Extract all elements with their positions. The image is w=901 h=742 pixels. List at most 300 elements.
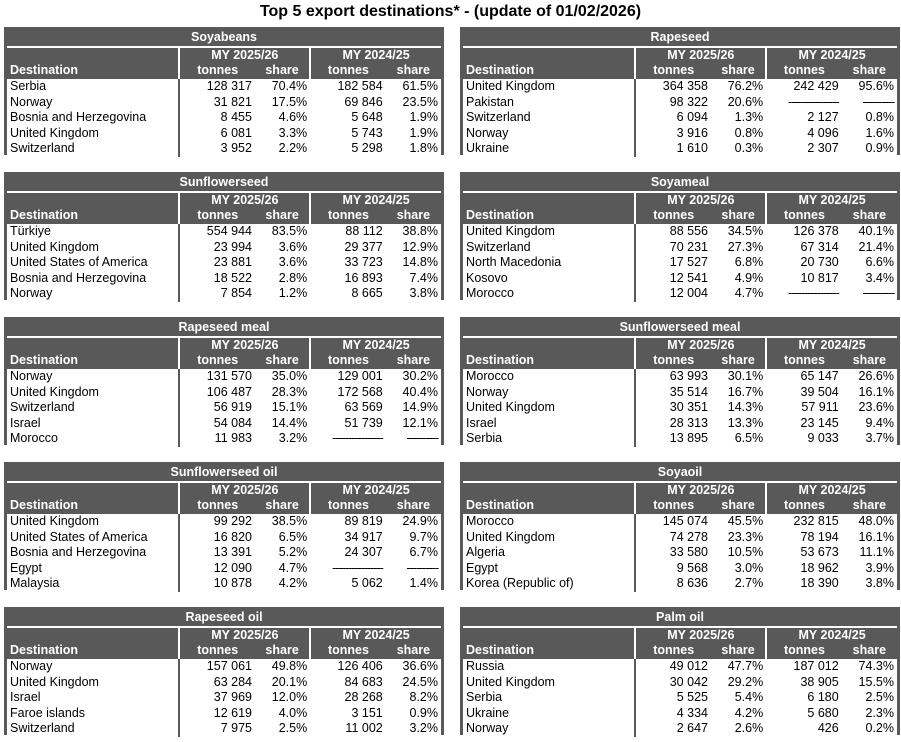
share-previous-cell: 1.9%: [386, 126, 441, 142]
tonnes-current-cell: 3 916: [635, 126, 711, 142]
tonnes-current-cell: 33 580: [635, 545, 711, 561]
export-table: [463, 30, 897, 157]
share-previous-cell: ----------: [842, 286, 897, 302]
product-title: Sunflowerseed meal: [463, 320, 897, 337]
share-header: share: [842, 63, 897, 79]
destination-cell: Switzerland: [7, 721, 179, 737]
tonnes-previous-cell: 18 390: [766, 576, 842, 592]
tonnes-previous-cell: 24 307: [310, 545, 386, 561]
destination-cell: United Kingdom: [7, 239, 179, 255]
share-previous-cell: 16.1%: [842, 529, 897, 545]
share-previous-cell: 40.4%: [386, 384, 441, 400]
tonnes-previous-cell: 28 268: [310, 690, 386, 706]
tonnes-header: tonnes: [766, 63, 842, 79]
tonnes-current-cell: 4 334: [635, 706, 711, 722]
tonnes-current-cell: 18 522: [179, 271, 255, 287]
share-current-cell: 2.6%: [711, 721, 766, 737]
tonnes-header: tonnes: [635, 208, 711, 224]
share-previous-cell: 2.3%: [842, 706, 897, 722]
my-previous-header: MY 2024/25: [766, 627, 897, 644]
share-previous-cell: ----------: [386, 431, 441, 447]
share-current-cell: 3.6%: [255, 239, 310, 255]
tonnes-current-cell: 157 061: [179, 659, 255, 675]
empty-header-cell: [7, 47, 179, 64]
share-previous-cell: ----------: [386, 561, 441, 577]
share-current-cell: 4.7%: [255, 561, 310, 577]
tonnes-current-cell: 9 568: [635, 561, 711, 577]
tonnes-current-cell: 13 895: [635, 431, 711, 447]
tonnes-current-cell: 5 525: [635, 690, 711, 706]
share-current-cell: 15.1%: [255, 400, 310, 416]
table-row: [7, 659, 441, 675]
tonnes-current-cell: 3 952: [179, 141, 255, 157]
product-title: Sunflowerseed: [7, 175, 441, 192]
table-row: [7, 79, 441, 95]
share-current-cell: 10.5%: [711, 545, 766, 561]
tonnes-header: tonnes: [310, 353, 386, 369]
share-header: share: [255, 643, 310, 659]
tonnes-previous-cell: 182 584: [310, 79, 386, 95]
destination-header: Destination: [463, 353, 635, 369]
tonnes-current-cell: 12 004: [635, 286, 711, 302]
export-table: [7, 320, 441, 447]
destination-cell: Switzerland: [7, 141, 179, 157]
table-row: [463, 94, 897, 110]
share-current-cell: 6.5%: [255, 529, 310, 545]
destination-cell: United Kingdom: [7, 384, 179, 400]
share-previous-cell: 3.9%: [842, 561, 897, 577]
tonnes-previous-cell: 126 406: [310, 659, 386, 675]
destination-cell: Russia: [463, 659, 635, 675]
tonnes-current-cell: 88 556: [635, 224, 711, 240]
empty-header-cell: [463, 192, 635, 209]
share-current-cell: 4.2%: [711, 706, 766, 722]
destination-cell: Kosovo: [463, 271, 635, 287]
tonnes-current-cell: 28 313: [635, 416, 711, 432]
share-previous-cell: 9.4%: [842, 416, 897, 432]
export-table: [463, 465, 897, 592]
destination-cell: Norway: [7, 286, 179, 302]
tonnes-previous-cell: 69 846: [310, 94, 386, 110]
tonnes-header: tonnes: [635, 63, 711, 79]
share-current-cell: 3.0%: [711, 561, 766, 577]
tonnes-previous-cell: 67 314: [766, 239, 842, 255]
table-row: [463, 79, 897, 95]
panel-rapeseed-oil: [4, 607, 444, 735]
share-previous-cell: 16.1%: [842, 384, 897, 400]
empty-header-cell: [463, 482, 635, 499]
table-row: [7, 529, 441, 545]
panel-soyaoil: [460, 462, 900, 590]
share-previous-cell: 9.7%: [386, 529, 441, 545]
destination-header: Destination: [463, 643, 635, 659]
share-current-cell: 2.7%: [711, 576, 766, 592]
destination-cell: Switzerland: [463, 239, 635, 255]
table-row: [7, 561, 441, 577]
share-current-cell: 20.6%: [711, 94, 766, 110]
my-previous-header: MY 2024/25: [310, 337, 441, 354]
share-current-cell: 2.5%: [255, 721, 310, 737]
table-row: [463, 271, 897, 287]
product-title: Palm oil: [463, 610, 897, 627]
share-current-cell: 35.0%: [255, 369, 310, 385]
tonnes-previous-cell: 10 817: [766, 271, 842, 287]
tonnes-current-cell: 2 647: [635, 721, 711, 737]
destination-cell: Switzerland: [463, 110, 635, 126]
share-current-cell: 3.3%: [255, 126, 310, 142]
destination-cell: Norway: [7, 94, 179, 110]
share-previous-cell: 23.6%: [842, 400, 897, 416]
destination-cell: Norway: [463, 384, 635, 400]
share-previous-cell: 7.4%: [386, 271, 441, 287]
tonnes-previous-cell: 89 819: [310, 514, 386, 530]
share-previous-cell: 3.8%: [842, 576, 897, 592]
share-current-cell: 6.5%: [711, 431, 766, 447]
table-row: [7, 94, 441, 110]
table-row: [7, 384, 441, 400]
my-previous-header: MY 2024/25: [766, 47, 897, 64]
share-current-cell: 4.7%: [711, 286, 766, 302]
share-previous-cell: 8.2%: [386, 690, 441, 706]
tonnes-header: tonnes: [766, 208, 842, 224]
table-row: [463, 255, 897, 271]
table-row: [463, 416, 897, 432]
tonnes-previous-cell: ----------------: [766, 94, 842, 110]
share-previous-cell: 30.2%: [386, 369, 441, 385]
my-previous-header: MY 2024/25: [310, 192, 441, 209]
share-current-cell: 47.7%: [711, 659, 766, 675]
destination-header: Destination: [463, 63, 635, 79]
share-previous-cell: 0.9%: [842, 141, 897, 157]
destination-cell: United Kingdom: [463, 79, 635, 95]
table-row: [7, 369, 441, 385]
table-row: [7, 271, 441, 287]
tonnes-current-cell: 8 455: [179, 110, 255, 126]
panel-soyabeans: [4, 27, 444, 155]
tonnes-previous-cell: 39 504: [766, 384, 842, 400]
table-row: [463, 545, 897, 561]
tonnes-current-cell: 31 821: [179, 94, 255, 110]
table-row: [463, 400, 897, 416]
share-current-cell: 29.2%: [711, 674, 766, 690]
share-current-cell: 4.2%: [255, 576, 310, 592]
tonnes-header: tonnes: [179, 353, 255, 369]
tonnes-current-cell: 13 391: [179, 545, 255, 561]
tonnes-header: tonnes: [179, 63, 255, 79]
table-row: [7, 239, 441, 255]
destination-cell: Morocco: [7, 431, 179, 447]
destination-cell: Ukraine: [463, 706, 635, 722]
tonnes-current-cell: 11 983: [179, 431, 255, 447]
destination-header: Destination: [7, 208, 179, 224]
tonnes-header: tonnes: [766, 353, 842, 369]
share-previous-cell: 12.1%: [386, 416, 441, 432]
tonnes-previous-cell: 2 127: [766, 110, 842, 126]
tonnes-previous-cell: 57 911: [766, 400, 842, 416]
tonnes-previous-cell: 78 194: [766, 529, 842, 545]
destination-header: Destination: [463, 498, 635, 514]
tonnes-current-cell: 1 610: [635, 141, 711, 157]
share-previous-cell: 0.2%: [842, 721, 897, 737]
table-row: [7, 400, 441, 416]
tonnes-previous-cell: 5 648: [310, 110, 386, 126]
share-previous-cell: 0.9%: [386, 706, 441, 722]
my-current-header: MY 2025/26: [179, 192, 310, 209]
destination-cell: United Kingdom: [463, 400, 635, 416]
share-previous-cell: 12.9%: [386, 239, 441, 255]
tonnes-previous-cell: 172 568: [310, 384, 386, 400]
share-previous-cell: 6.7%: [386, 545, 441, 561]
tonnes-current-cell: 30 042: [635, 674, 711, 690]
table-row: [463, 674, 897, 690]
export-table: [463, 610, 897, 737]
tonnes-header: tonnes: [766, 643, 842, 659]
tonnes-previous-cell: 129 001: [310, 369, 386, 385]
table-row: [463, 431, 897, 447]
tonnes-previous-cell: 29 377: [310, 239, 386, 255]
tonnes-previous-cell: 34 917: [310, 529, 386, 545]
share-current-cell: 5.4%: [711, 690, 766, 706]
tonnes-header: tonnes: [766, 498, 842, 514]
share-current-cell: 16.7%: [711, 384, 766, 400]
export-table: [463, 175, 897, 302]
share-header: share: [255, 498, 310, 514]
share-current-cell: 6.8%: [711, 255, 766, 271]
share-current-cell: 1.2%: [255, 286, 310, 302]
table-row: [463, 659, 897, 675]
table-row: [463, 721, 897, 737]
destination-cell: Norway: [7, 369, 179, 385]
product-title: Rapeseed meal: [7, 320, 441, 337]
tonnes-current-cell: 49 012: [635, 659, 711, 675]
tonnes-current-cell: 106 487: [179, 384, 255, 400]
destination-cell: United Kingdom: [463, 674, 635, 690]
empty-header-cell: [463, 627, 635, 644]
share-previous-cell: 24.9%: [386, 514, 441, 530]
tonnes-current-cell: 56 919: [179, 400, 255, 416]
table-row: [463, 561, 897, 577]
tonnes-header: tonnes: [635, 643, 711, 659]
table-row: [7, 126, 441, 142]
share-current-cell: 14.3%: [711, 400, 766, 416]
share-previous-cell: 23.5%: [386, 94, 441, 110]
tonnes-previous-cell: 38 905: [766, 674, 842, 690]
share-previous-cell: 1.6%: [842, 126, 897, 142]
table-row: [463, 529, 897, 545]
destination-header: Destination: [7, 63, 179, 79]
product-title: Soyabeans: [7, 30, 441, 47]
tonnes-previous-cell: 33 723: [310, 255, 386, 271]
share-previous-cell: 0.8%: [842, 110, 897, 126]
tonnes-previous-cell: 126 378: [766, 224, 842, 240]
share-current-cell: 1.3%: [711, 110, 766, 126]
share-header: share: [386, 208, 441, 224]
my-previous-header: MY 2024/25: [310, 47, 441, 64]
tonnes-current-cell: 12 619: [179, 706, 255, 722]
share-current-cell: 45.5%: [711, 514, 766, 530]
share-header: share: [711, 208, 766, 224]
destination-cell: United Kingdom: [463, 224, 635, 240]
share-header: share: [711, 498, 766, 514]
share-header: share: [842, 353, 897, 369]
my-current-header: MY 2025/26: [179, 627, 310, 644]
tonnes-current-cell: 35 514: [635, 384, 711, 400]
tonnes-current-cell: 12 541: [635, 271, 711, 287]
tonnes-previous-cell: 6 180: [766, 690, 842, 706]
my-current-header: MY 2025/26: [635, 337, 766, 354]
tonnes-current-cell: 74 278: [635, 529, 711, 545]
product-title: Soyaoil: [463, 465, 897, 482]
destination-cell: Morocco: [463, 514, 635, 530]
tonnes-current-cell: 145 074: [635, 514, 711, 530]
tonnes-previous-cell: 51 739: [310, 416, 386, 432]
tonnes-previous-cell: 53 673: [766, 545, 842, 561]
product-title: Rapeseed: [463, 30, 897, 47]
table-row: [463, 110, 897, 126]
empty-header-cell: [463, 337, 635, 354]
tonnes-header: tonnes: [179, 208, 255, 224]
destination-cell: Bosnia and Herzegovina: [7, 545, 179, 561]
destination-cell: Serbia: [463, 690, 635, 706]
destination-cell: Israel: [7, 690, 179, 706]
destination-cell: Israel: [7, 416, 179, 432]
share-previous-cell: 61.5%: [386, 79, 441, 95]
tonnes-previous-cell: ----------------: [310, 561, 386, 577]
table-row: [463, 384, 897, 400]
share-current-cell: 4.9%: [711, 271, 766, 287]
destination-header: Destination: [7, 353, 179, 369]
destination-cell: Norway: [463, 126, 635, 142]
export-table: [7, 465, 441, 592]
share-previous-cell: 36.6%: [386, 659, 441, 675]
destination-header: Destination: [7, 498, 179, 514]
my-current-header: MY 2025/26: [635, 482, 766, 499]
share-current-cell: 17.5%: [255, 94, 310, 110]
table-row: [7, 110, 441, 126]
panel-soyameal: [460, 172, 900, 300]
panel-sunflowerseed: [4, 172, 444, 300]
export-table: [7, 610, 441, 737]
share-previous-cell: 15.5%: [842, 674, 897, 690]
share-header: share: [842, 498, 897, 514]
share-header: share: [711, 643, 766, 659]
my-previous-header: MY 2024/25: [310, 627, 441, 644]
empty-header-cell: [7, 482, 179, 499]
table-row: [463, 514, 897, 530]
destination-cell: Pakistan: [463, 94, 635, 110]
tonnes-previous-cell: 20 730: [766, 255, 842, 271]
share-header: share: [255, 353, 310, 369]
destination-cell: Egypt: [7, 561, 179, 577]
share-current-cell: 38.5%: [255, 514, 310, 530]
share-previous-cell: 38.8%: [386, 224, 441, 240]
tonnes-header: tonnes: [310, 208, 386, 224]
tonnes-previous-cell: 242 429: [766, 79, 842, 95]
share-header: share: [386, 63, 441, 79]
destination-cell: Korea (Republic of): [463, 576, 635, 592]
tonnes-header: tonnes: [179, 498, 255, 514]
tonnes-header: tonnes: [310, 63, 386, 79]
share-current-cell: 0.8%: [711, 126, 766, 142]
tonnes-previous-cell: 63 569: [310, 400, 386, 416]
share-previous-cell: 24.5%: [386, 674, 441, 690]
export-table: [7, 175, 441, 302]
page-title: Top 5 export destinations* - (update of 01/02/2026): [259, 3, 642, 20]
empty-header-cell: [7, 337, 179, 354]
share-current-cell: 76.2%: [711, 79, 766, 95]
tonnes-current-cell: 70 231: [635, 239, 711, 255]
table-row: [7, 690, 441, 706]
table-row: [7, 674, 441, 690]
share-current-cell: 30.1%: [711, 369, 766, 385]
destination-cell: Switzerland: [7, 400, 179, 416]
tonnes-previous-cell: 5 298: [310, 141, 386, 157]
panel-sunflowerseed-meal: [460, 317, 900, 445]
my-current-header: MY 2025/26: [179, 47, 310, 64]
share-current-cell: 3.2%: [255, 431, 310, 447]
destination-cell: Serbia: [463, 431, 635, 447]
share-header: share: [386, 643, 441, 659]
destination-cell: North Macedonia: [463, 255, 635, 271]
share-previous-cell: 48.0%: [842, 514, 897, 530]
tonnes-previous-cell: 4 096: [766, 126, 842, 142]
table-row: [7, 431, 441, 447]
product-title: Rapeseed oil: [7, 610, 441, 627]
share-header: share: [255, 208, 310, 224]
tonnes-current-cell: 98 322: [635, 94, 711, 110]
destination-cell: Egypt: [463, 561, 635, 577]
destination-cell: United States of America: [7, 255, 179, 271]
tonnes-header: tonnes: [310, 498, 386, 514]
tonnes-current-cell: 7 975: [179, 721, 255, 737]
tonnes-current-cell: 128 317: [179, 79, 255, 95]
share-current-cell: 27.3%: [711, 239, 766, 255]
destination-cell: United Kingdom: [463, 529, 635, 545]
tonnes-previous-cell: 18 962: [766, 561, 842, 577]
tonnes-current-cell: 23 994: [179, 239, 255, 255]
share-current-cell: 13.3%: [711, 416, 766, 432]
tonnes-current-cell: 8 636: [635, 576, 711, 592]
share-previous-cell: 40.1%: [842, 224, 897, 240]
share-previous-cell: 74.3%: [842, 659, 897, 675]
share-previous-cell: 2.5%: [842, 690, 897, 706]
destination-cell: Türkiye: [7, 224, 179, 240]
share-current-cell: 14.4%: [255, 416, 310, 432]
share-current-cell: 34.5%: [711, 224, 766, 240]
share-previous-cell: 1.9%: [386, 110, 441, 126]
destination-cell: United Kingdom: [7, 514, 179, 530]
destination-header: Destination: [7, 643, 179, 659]
destination-cell: Norway: [463, 721, 635, 737]
table-row: [7, 224, 441, 240]
destination-cell: Serbia: [7, 79, 179, 95]
my-current-header: MY 2025/26: [635, 627, 766, 644]
tonnes-current-cell: 99 292: [179, 514, 255, 530]
share-header: share: [842, 643, 897, 659]
destination-header: Destination: [463, 208, 635, 224]
tonnes-current-cell: 16 820: [179, 529, 255, 545]
tonnes-previous-cell: 232 815: [766, 514, 842, 530]
table-row: [463, 706, 897, 722]
tonnes-previous-cell: ----------------: [766, 286, 842, 302]
share-current-cell: 0.3%: [711, 141, 766, 157]
table-row: [7, 706, 441, 722]
tonnes-header: tonnes: [310, 643, 386, 659]
destination-cell: Bosnia and Herzegovina: [7, 110, 179, 126]
table-row: [463, 369, 897, 385]
destination-cell: Morocco: [463, 369, 635, 385]
empty-header-cell: [463, 47, 635, 64]
